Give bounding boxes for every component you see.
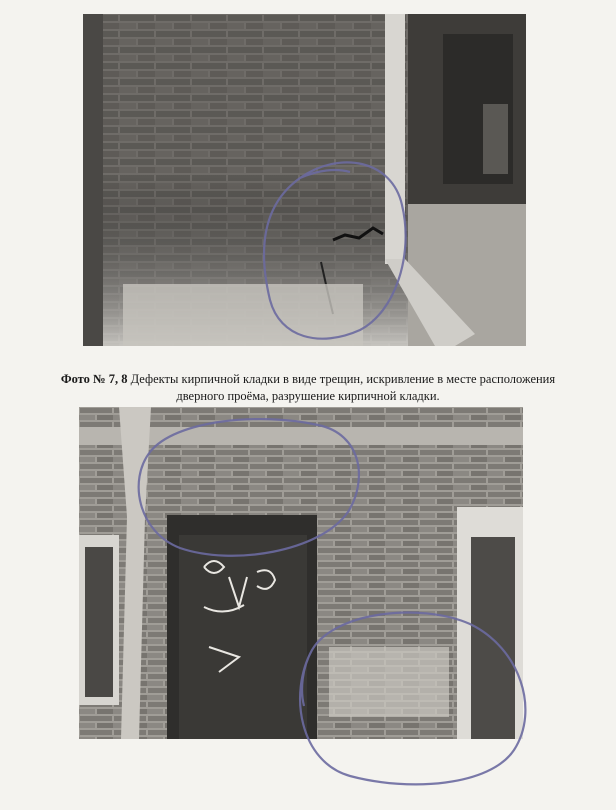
photo-8-image (79, 407, 523, 739)
caption-label: Фото № 7, 8 (60, 371, 128, 386)
caption-line-1: Дефекты кирпичной кладки в виде трещин, искривление в месте расположения (130, 371, 556, 386)
caption-line-2: дверного проёма, разрушение кирпичной кладки. (176, 388, 440, 403)
photo-7-brick-wall-crack (83, 14, 526, 346)
photo-caption (20, 371, 596, 405)
photo-7-image (83, 14, 526, 346)
photo-8-brick-wall-doorway (79, 407, 523, 739)
